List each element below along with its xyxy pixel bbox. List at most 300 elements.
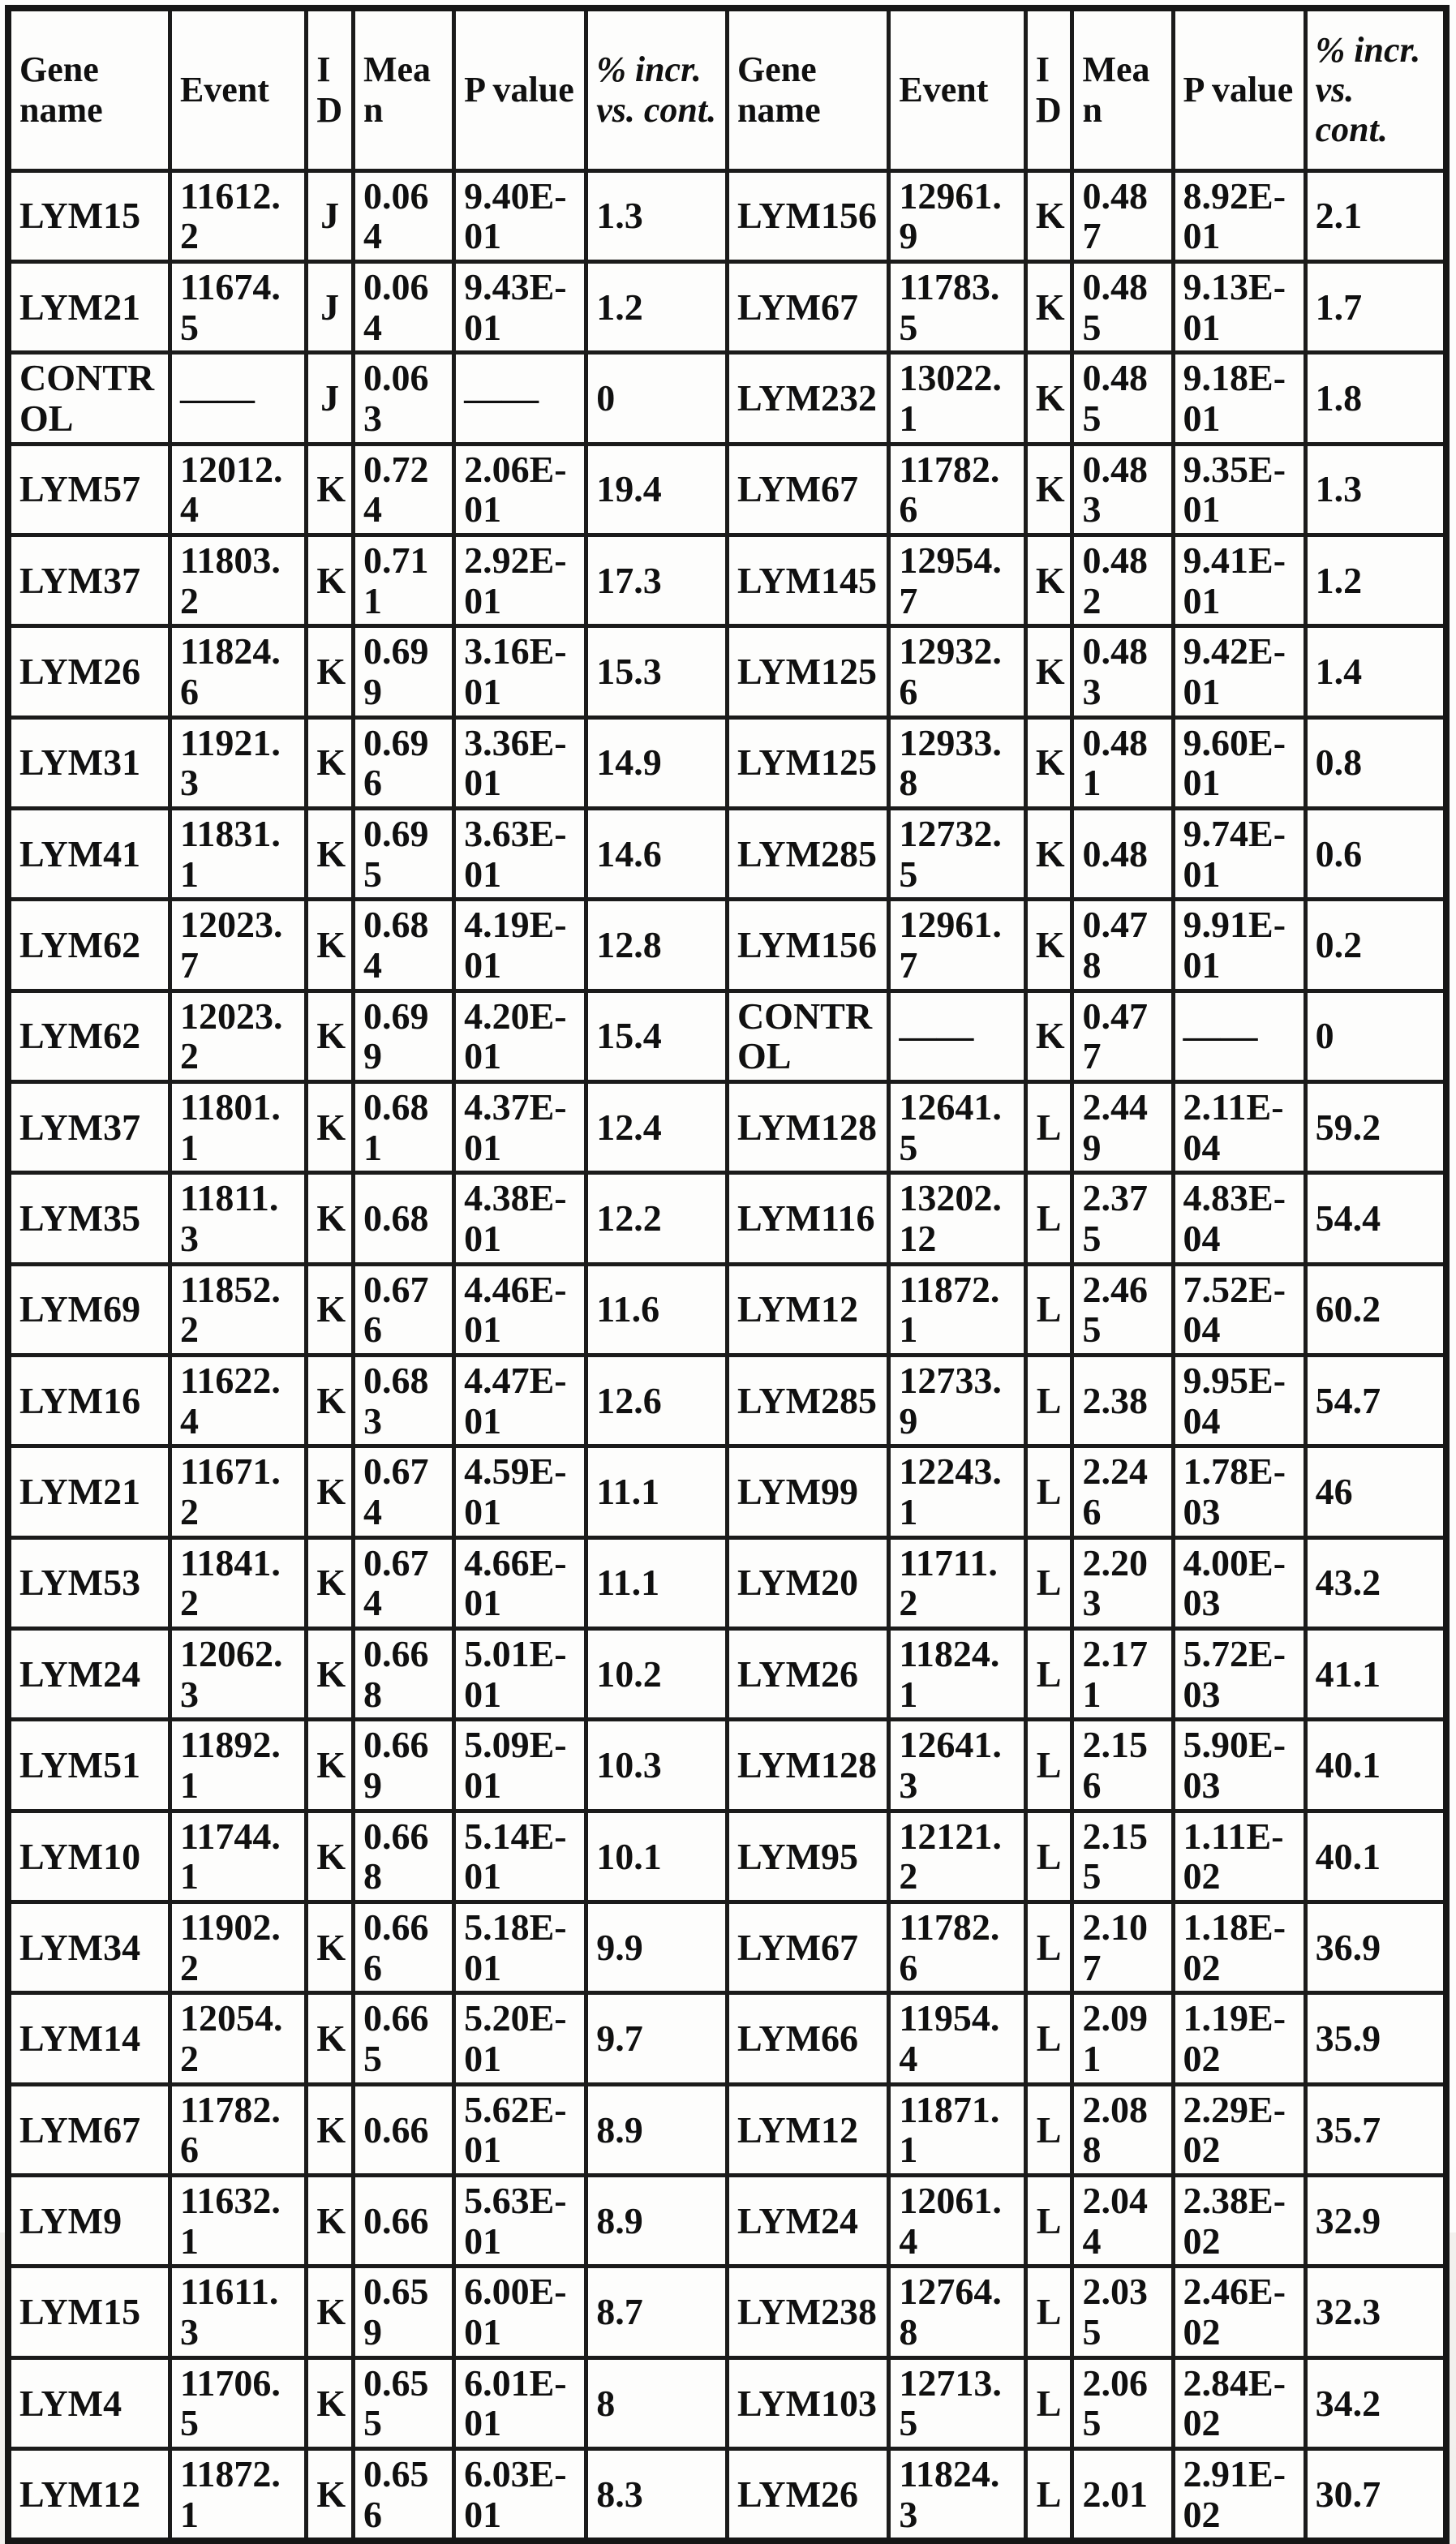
table-row [8,2084,1446,2175]
cell-event: 12641.5 [889,1081,1025,1172]
cell-gene: LYM238 [727,2267,888,2357]
header-id-left: ID [307,8,354,170]
cell-gene: LYM156 [727,170,888,261]
cell-id: K [1025,808,1072,899]
cell-event: —— [170,353,306,444]
cell-p: 9.41E-01 [1173,535,1305,625]
cell-mean: 0.655 [353,2357,453,2448]
cell-incr: 34.2 [1305,2357,1446,2448]
cell-mean: 0.676 [353,1264,453,1355]
cell-mean: 0.696 [353,717,453,808]
cell-id: L [1025,2267,1072,2357]
cell-mean: 0.48 [1072,808,1173,899]
cell-incr: 59.2 [1305,1081,1446,1172]
cell-gene: CONTROL [727,991,888,1081]
cell-mean: 0.485 [1072,261,1173,352]
cell-incr: 11.1 [586,1446,728,1537]
cell-incr: 0.6 [1305,808,1446,899]
cell-incr: 60.2 [1305,1264,1446,1355]
cell-mean: 2.171 [1072,1629,1173,1720]
cell-event: 12961.9 [889,170,1025,261]
cell-gene: LYM285 [727,808,888,899]
cell-incr: 30.7 [1305,2449,1446,2542]
cell-incr: 1.2 [586,261,728,352]
cell-incr: 11.1 [586,1537,728,1628]
cell-id: L [1025,1173,1072,1264]
cell-id: K [307,1629,354,1720]
cell-incr: 8.9 [586,2176,728,2267]
cell-mean: 0.483 [1072,626,1173,717]
table-row [8,1629,1446,1720]
cell-p: 2.38E-02 [1173,2176,1305,2267]
cell-id: K [307,1902,354,1993]
cell-incr: 35.7 [1305,2084,1446,2175]
cell-incr: 9.7 [586,1993,728,2084]
header-mean-left: Mean [353,8,453,170]
cell-gene: LYM67 [8,2084,170,2175]
cell-p: 2.84E-02 [1173,2357,1305,2448]
cell-event: 11811.3 [170,1173,306,1264]
cell-id: K [307,2176,354,2267]
cell-gene: LYM69 [8,1264,170,1355]
cell-p: 9.60E-01 [1173,717,1305,808]
cell-mean: 0.66 [353,2176,453,2267]
cell-id: L [1025,1446,1072,1537]
cell-event: 11871.1 [889,2084,1025,2175]
cell-p: 3.16E-01 [454,626,586,717]
cell-mean: 2.449 [1072,1081,1173,1172]
cell-gene: LYM37 [8,535,170,625]
cell-gene: LYM12 [727,2084,888,2175]
table-body [8,170,1446,2541]
header-incr-right: % incr. vs. cont. [1305,8,1446,170]
cell-mean: 0.483 [1072,444,1173,535]
cell-p: 4.19E-01 [454,900,586,991]
cell-mean: 0.659 [353,2267,453,2357]
cell-mean: 0.487 [1072,170,1173,261]
cell-p: 8.92E-01 [1173,170,1305,261]
header-p-value-right: P value [1173,8,1305,170]
cell-id: K [307,1537,354,1628]
cell-incr: 8.3 [586,2449,728,2542]
cell-gene: LYM14 [8,1993,170,2084]
cell-p: 2.92E-01 [454,535,586,625]
header-row [8,8,1446,170]
header-gene-name-left: Gene name [8,8,170,170]
cell-gene: LYM232 [727,353,888,444]
cell-incr: 54.4 [1305,1173,1446,1264]
cell-id: K [307,900,354,991]
cell-mean: 2.155 [1072,1811,1173,1902]
cell-mean: 0.695 [353,808,453,899]
cell-mean: 0.481 [1072,717,1173,808]
cell-p: —— [454,353,586,444]
table-row [8,535,1446,625]
table-row [8,261,1446,352]
cell-mean: 2.375 [1072,1173,1173,1264]
cell-p: 6.00E-01 [454,2267,586,2357]
cell-p: 9.43E-01 [454,261,586,352]
cell-mean: 0.683 [353,1355,453,1446]
cell-mean: 0.674 [353,1446,453,1537]
cell-mean: 0.665 [353,1993,453,2084]
cell-event: 11782.6 [889,1902,1025,1993]
table-row [8,170,1446,261]
cell-mean: 2.044 [1072,2176,1173,2267]
cell-incr: 1.3 [586,170,728,261]
cell-event: 11632.1 [170,2176,306,2267]
cell-id: K [307,1173,354,1264]
cell-event: 11902.2 [170,1902,306,1993]
cell-mean: 0.477 [1072,991,1173,1081]
cell-id: L [1025,2176,1072,2267]
cell-gene: LYM21 [8,261,170,352]
cell-event: 11674.5 [170,261,306,352]
cell-incr: 40.1 [1305,1811,1446,1902]
cell-gene: LYM67 [727,1902,888,1993]
cell-event: 11872.1 [170,2449,306,2542]
cell-id: K [307,1446,354,1537]
cell-event: 12641.3 [889,1720,1025,1811]
cell-id: J [307,261,354,352]
cell-mean: 2.156 [1072,1720,1173,1811]
cell-gene: LYM116 [727,1173,888,1264]
cell-mean: 2.246 [1072,1446,1173,1537]
cell-id: L [1025,1355,1072,1446]
cell-gene: LYM125 [727,717,888,808]
cell-event: 11782.6 [889,444,1025,535]
cell-incr: 40.1 [1305,1720,1446,1811]
cell-gene: LYM12 [8,2449,170,2542]
cell-event: 12012.4 [170,444,306,535]
cell-id: K [1025,991,1072,1081]
header-incr-left: % incr. vs. cont. [586,8,728,170]
cell-id: L [1025,1993,1072,2084]
cell-incr: 1.8 [1305,353,1446,444]
cell-mean: 0.681 [353,1081,453,1172]
cell-event: 11872.1 [889,1264,1025,1355]
cell-id: L [1025,1629,1072,1720]
cell-p: 3.36E-01 [454,717,586,808]
cell-p: 5.01E-01 [454,1629,586,1720]
table-row [8,2267,1446,2357]
cell-event: 12061.4 [889,2176,1025,2267]
cell-mean: 0.68 [353,1173,453,1264]
cell-id: K [1025,170,1072,261]
cell-incr: 1.3 [1305,444,1446,535]
cell-gene: LYM156 [727,900,888,991]
cell-id: K [307,717,354,808]
cell-incr: 41.1 [1305,1629,1446,1720]
cell-incr: 0 [586,353,728,444]
cell-id: K [307,626,354,717]
cell-incr: 14.9 [586,717,728,808]
cell-p: 9.35E-01 [1173,444,1305,535]
table-row [8,1446,1446,1537]
header-gene-name-right: Gene name [727,8,888,170]
cell-p: 5.09E-01 [454,1720,586,1811]
cell-gene: LYM26 [8,626,170,717]
cell-mean: 0.482 [1072,535,1173,625]
cell-mean: 0.699 [353,626,453,717]
cell-event: 12023.7 [170,900,306,991]
cell-p: 2.91E-02 [1173,2449,1305,2542]
cell-id: J [307,170,354,261]
cell-incr: 0 [1305,991,1446,1081]
cell-incr: 12.2 [586,1173,728,1264]
cell-p: 9.91E-01 [1173,900,1305,991]
cell-p: —— [1173,991,1305,1081]
cell-event: 11622.4 [170,1355,306,1446]
cell-event: 11831.1 [170,808,306,899]
cell-event: 11801.1 [170,1081,306,1172]
cell-id: L [1025,1537,1072,1628]
table-row [8,626,1446,717]
cell-mean: 0.656 [353,2449,453,2542]
cell-p: 7.52E-04 [1173,1264,1305,1355]
cell-id: L [1025,1081,1072,1172]
cell-p: 5.62E-01 [454,2084,586,2175]
cell-id: K [307,1993,354,2084]
cell-id: K [1025,261,1072,352]
cell-p: 4.47E-01 [454,1355,586,1446]
cell-incr: 12.4 [586,1081,728,1172]
cell-mean: 0.668 [353,1811,453,1902]
cell-p: 2.46E-02 [1173,2267,1305,2357]
cell-incr: 0.2 [1305,900,1446,991]
cell-incr: 11.6 [586,1264,728,1355]
cell-incr: 54.7 [1305,1355,1446,1446]
cell-id: L [1025,2449,1072,2542]
cell-incr: 1.7 [1305,261,1446,352]
cell-gene: LYM99 [727,1446,888,1537]
cell-event: 11706.5 [170,2357,306,2448]
cell-p: 6.01E-01 [454,2357,586,2448]
table-row [8,1264,1446,1355]
cell-id: L [1025,1811,1072,1902]
cell-event: —— [889,991,1025,1081]
cell-p: 2.06E-01 [454,444,586,535]
cell-id: L [1025,2084,1072,2175]
cell-mean: 0.66 [353,2084,453,2175]
cell-mean: 0.684 [353,900,453,991]
table-row [8,1173,1446,1264]
cell-incr: 8 [586,2357,728,2448]
cell-event: 13022.1 [889,353,1025,444]
cell-incr: 15.4 [586,991,728,1081]
table-header [8,8,1446,170]
table-row [8,1537,1446,1628]
cell-p: 9.18E-01 [1173,353,1305,444]
cell-event: 11612.2 [170,170,306,261]
table-row [8,991,1446,1081]
cell-incr: 46 [1305,1446,1446,1537]
cell-mean: 0.724 [353,444,453,535]
table-row [8,900,1446,991]
header-mean-right: Mean [1072,8,1173,170]
cell-p: 9.74E-01 [1173,808,1305,899]
cell-mean: 2.38 [1072,1355,1173,1446]
cell-gene: LYM285 [727,1355,888,1446]
cell-id: L [1025,1902,1072,1993]
cell-gene: LYM4 [8,2357,170,2448]
cell-mean: 0.666 [353,1902,453,1993]
cell-p: 5.72E-03 [1173,1629,1305,1720]
cell-event: 12933.8 [889,717,1025,808]
cell-gene: LYM53 [8,1537,170,1628]
cell-event: 11824.1 [889,1629,1025,1720]
cell-p: 4.46E-01 [454,1264,586,1355]
table-row [8,353,1446,444]
cell-event: 11783.5 [889,261,1025,352]
cell-incr: 10.3 [586,1720,728,1811]
cell-id: J [307,353,354,444]
cell-event: 11711.2 [889,1537,1025,1628]
cell-event: 11803.2 [170,535,306,625]
cell-gene: LYM103 [727,2357,888,2448]
cell-id: K [307,2357,354,2448]
cell-p: 5.90E-03 [1173,1720,1305,1811]
cell-event: 12961.7 [889,900,1025,991]
cell-p: 5.14E-01 [454,1811,586,1902]
cell-p: 9.13E-01 [1173,261,1305,352]
cell-p: 9.40E-01 [454,170,586,261]
cell-p: 5.63E-01 [454,2176,586,2267]
cell-incr: 15.3 [586,626,728,717]
cell-p: 5.20E-01 [454,1993,586,2084]
cell-mean: 2.01 [1072,2449,1173,2542]
cell-gene: LYM95 [727,1811,888,1902]
cell-gene: LYM41 [8,808,170,899]
cell-incr: 0.8 [1305,717,1446,808]
cell-gene: LYM10 [8,1811,170,1902]
table-row [8,1811,1446,1902]
cell-p: 4.59E-01 [454,1446,586,1537]
cell-id: K [1025,535,1072,625]
cell-gene: LYM67 [727,444,888,535]
cell-p: 4.00E-03 [1173,1537,1305,1628]
cell-p: 5.18E-01 [454,1902,586,1993]
cell-incr: 2.1 [1305,170,1446,261]
cell-p: 4.83E-04 [1173,1173,1305,1264]
cell-id: K [307,1264,354,1355]
cell-gene: LYM66 [727,1993,888,2084]
cell-gene: LYM24 [727,2176,888,2267]
cell-id: K [307,1081,354,1172]
table-row [8,444,1446,535]
table-row [8,2176,1446,2267]
cell-event: 11921.3 [170,717,306,808]
table-row [8,717,1446,808]
cell-gene: LYM12 [727,1264,888,1355]
cell-event: 11954.4 [889,1993,1025,2084]
cell-id: K [307,991,354,1081]
cell-mean: 2.088 [1072,2084,1173,2175]
cell-id: K [307,808,354,899]
gene-expression-table [5,5,1450,2544]
cell-p: 4.37E-01 [454,1081,586,1172]
header-p-value-left: P value [454,8,586,170]
cell-id: K [307,1720,354,1811]
cell-id: K [1025,626,1072,717]
cell-mean: 2.203 [1072,1537,1173,1628]
cell-id: K [1025,353,1072,444]
table-row [8,1355,1446,1446]
cell-event: 12713.5 [889,2357,1025,2448]
table-row [8,1720,1446,1811]
cell-incr: 36.9 [1305,1902,1446,1993]
cell-id: K [1025,444,1072,535]
cell-gene: LYM20 [727,1537,888,1628]
cell-gene: LYM67 [727,261,888,352]
cell-p: 1.18E-02 [1173,1902,1305,1993]
cell-gene: LYM34 [8,1902,170,1993]
cell-gene: LYM26 [727,1629,888,1720]
cell-incr: 12.8 [586,900,728,991]
cell-incr: 17.3 [586,535,728,625]
table-row [8,1081,1446,1172]
cell-mean: 0.699 [353,991,453,1081]
cell-event: 12932.6 [889,626,1025,717]
cell-incr: 43.2 [1305,1537,1446,1628]
cell-event: 11671.2 [170,1446,306,1537]
cell-gene: LYM21 [8,1446,170,1537]
cell-event: 12023.2 [170,991,306,1081]
cell-p: 9.95E-04 [1173,1355,1305,1446]
cell-mean: 0.064 [353,170,453,261]
cell-gene: LYM145 [727,535,888,625]
cell-event: 11824.3 [889,2449,1025,2542]
cell-mean: 0.711 [353,535,453,625]
cell-gene: LYM51 [8,1720,170,1811]
cell-incr: 35.9 [1305,1993,1446,2084]
cell-event: 11892.1 [170,1720,306,1811]
cell-p: 1.19E-02 [1173,1993,1305,2084]
cell-p: 9.42E-01 [1173,626,1305,717]
cell-gene: LYM57 [8,444,170,535]
cell-mean: 0.478 [1072,900,1173,991]
cell-event: 12954.7 [889,535,1025,625]
cell-mean: 2.465 [1072,1264,1173,1355]
cell-incr: 14.6 [586,808,728,899]
cell-p: 2.11E-04 [1173,1081,1305,1172]
cell-mean: 0.485 [1072,353,1173,444]
cell-incr: 9.9 [586,1902,728,1993]
cell-id: K [307,2449,354,2542]
cell-gene: LYM128 [727,1720,888,1811]
cell-event: 12062.3 [170,1629,306,1720]
cell-mean: 2.091 [1072,1993,1173,2084]
cell-event: 11744.1 [170,1811,306,1902]
cell-event: 12732.5 [889,808,1025,899]
cell-event: 11852.2 [170,1264,306,1355]
cell-gene: LYM24 [8,1629,170,1720]
cell-event: 12733.9 [889,1355,1025,1446]
cell-event: 11824.6 [170,626,306,717]
cell-incr: 32.9 [1305,2176,1446,2267]
cell-event: 12054.2 [170,1993,306,2084]
cell-incr: 10.2 [586,1629,728,1720]
cell-event: 12764.8 [889,2267,1025,2357]
cell-incr: 8.7 [586,2267,728,2357]
cell-id: L [1025,2357,1072,2448]
header-id-right: ID [1025,8,1072,170]
table-row [8,2357,1446,2448]
cell-event: 13202.12 [889,1173,1025,1264]
cell-p: 4.66E-01 [454,1537,586,1628]
cell-gene: LYM125 [727,626,888,717]
table-row [8,1902,1446,1993]
